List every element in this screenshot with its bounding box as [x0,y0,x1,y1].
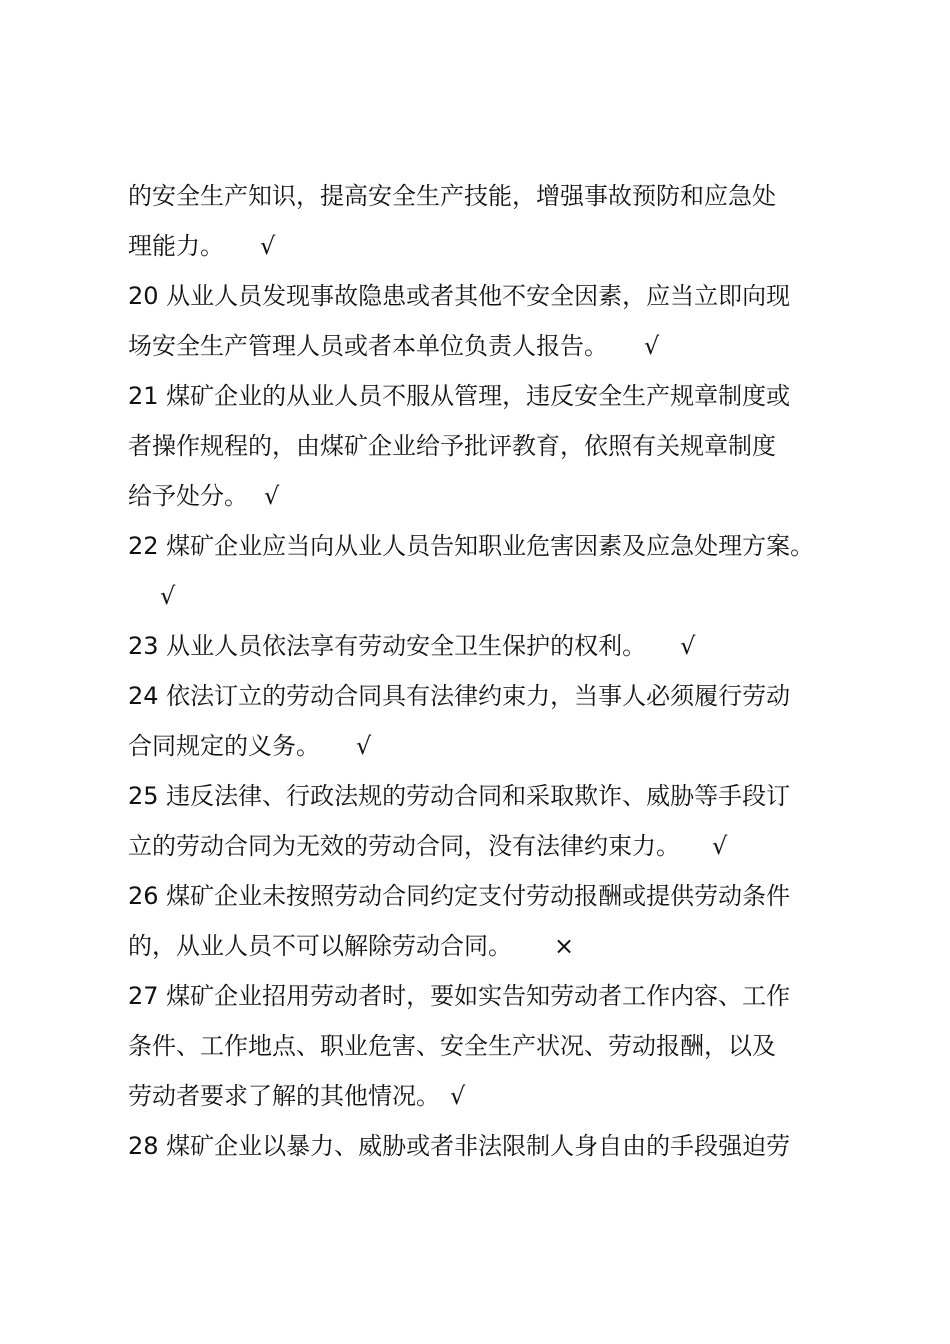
answer-mark: √ [356,732,372,760]
text-line [128,1021,840,1071]
line-text: 24 依法订立的劳动合同具有法律约束力，当事人必须履行劳动 [128,682,791,710]
text-line [128,471,840,521]
line-text: 27 煤矿企业招用劳动者时，要如实告知劳动者工作内容、工作 [128,982,791,1010]
line-text: 的，从业人员不可以解除劳动合同。 [128,932,512,960]
answer-mark: √ [264,482,280,510]
text-line [128,771,840,821]
line-text: 者操作规程的，由煤矿企业给予批评教育，依照有关规章制度 [128,432,776,460]
line-text: 场安全生产管理人员或者本单位负责人报告。 [128,332,608,360]
line-text: 劳动者要求了解的其他情况。 [128,1082,440,1110]
line-text: 给予处分。 [128,482,248,510]
text-line [128,671,840,721]
text-line [128,1121,840,1171]
text-line [128,621,840,671]
answer-mark: √ [644,332,660,360]
text-line [128,821,840,871]
line-text: 的安全生产知识，提高安全生产技能，增强事故预防和应急处 [128,182,776,210]
document-body [128,171,840,1171]
text-line [128,271,840,321]
text-line [128,221,840,271]
line-text: 条件、工作地点、职业危害、安全生产状况、劳动报酬，以及 [128,1032,776,1060]
line-text: 立的劳动合同为无效的劳动合同，没有法律约束力。 [128,832,680,860]
text-line [128,571,840,621]
text-line [128,921,840,971]
answer-mark: √ [712,832,728,860]
text-line [128,721,840,771]
line-text: 23 从业人员依法享有劳动安全卫生保护的权利。 [128,632,647,660]
text-line [128,971,840,1021]
line-text: 21 煤矿企业的从业人员不服从管理，违反安全生产规章制度或 [128,382,791,410]
answer-mark: √ [260,232,276,260]
line-text: 20 从业人员发现事故隐患或者其他不安全因素，应当立即向现 [128,282,791,310]
text-line [128,371,840,421]
answer-mark: √ [450,1082,466,1110]
text-line [128,321,840,371]
text-line [128,521,840,571]
text-line [128,421,840,471]
line-text: 合同规定的义务。 [128,732,320,760]
answer-mark: √ [160,582,176,610]
answer-mark: × [554,932,575,960]
line-text: 28 煤矿企业以暴力、威胁或者非法限制人身自由的手段强迫劳 [128,1132,791,1160]
line-text: 26 煤矿企业未按照劳动合同约定支付劳动报酬或提供劳动条件 [128,882,791,910]
line-text: 理能力。 [128,232,224,260]
text-line [128,871,840,921]
answer-mark: √ [680,632,696,660]
line-text: 25 违反法律、行政法规的劳动合同和采取欺诈、威胁等手段订 [128,782,791,810]
text-line [128,171,840,221]
text-line [128,1071,840,1121]
line-text: 22 煤矿企业应当向从业人员告知职业危害因素及应急处理方案。 [128,532,815,560]
